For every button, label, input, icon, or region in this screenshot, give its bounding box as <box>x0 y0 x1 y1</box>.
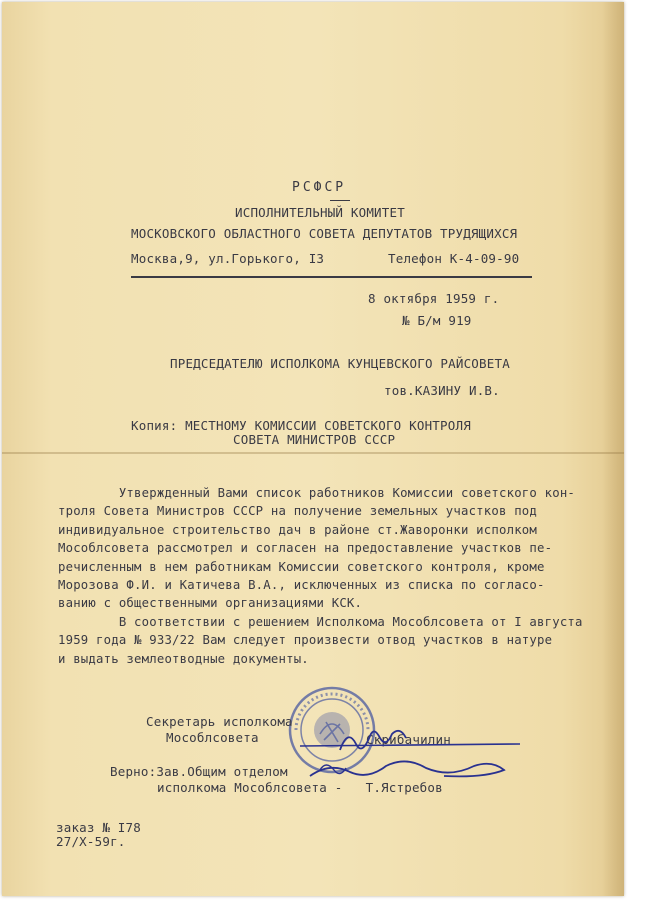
verification-line-2: исполкома Мособлсовета - Т.Ястребов <box>157 780 443 795</box>
header-underline <box>330 200 350 201</box>
header-rule <box>131 276 532 278</box>
order-date: 27/Х-59г. <box>56 834 126 849</box>
fold-crease <box>2 452 624 454</box>
signature-title-2: Мособлсовета <box>166 730 259 745</box>
document-number: № Б/м 919 <box>402 313 472 328</box>
header-committee: ИСПОЛНИТЕЛЬНЫЙ КОМИТЕТ <box>235 205 405 220</box>
addressee-title: ПРЕДСЕДАТЕЛЮ ИСПОЛКОМА КУНЦЕВСКОГО РАЙСОВЕТА <box>170 356 510 371</box>
header-republic: РСФСР <box>292 180 347 195</box>
copy-line-1: Копия: МЕСТНОМУ КОМИССИИ СОВЕТСКОГО КОНТРОЛЯ <box>131 418 471 433</box>
signature-name: Скрибачилин <box>366 732 451 747</box>
verification-line-1: Верно:Зав.Общим отделом <box>110 764 288 779</box>
header-council: МОСКОВСКОГО ОБЛАСТНОГО СОВЕТА ДЕПУТАТОВ ТРУДЯЩИХСЯ <box>131 226 518 241</box>
header-phone: Телефон К-4-09-90 <box>388 251 520 266</box>
letter-body: Утвержденный Вами список работников Комиссии советского кон- троля Совета Министров СССР на получение земельных участков под индивидуальное строительство дач в районе ст.Жаворонки исполком Мособлсовета рассмотрел и согласен на предоставление участков пе- речисленным в нем работникам Комиссии советского контроля, кроме Морозова Ф.И. и Катичева В.А., исключенных из списка по согласо- ванию с общественными организациями КСК. В соответствии с решением Исполкома Мособлсовета от I августа 1959 года № 933/22 Вам следует произвести отвод участков в натуре и выдать землеотводные документы. <box>58 486 583 666</box>
copy-line-2: СОВЕТА МИНИСТРОВ СССР <box>233 432 396 447</box>
addressee-name: тов.КАЗИНУ И.В. <box>384 383 500 398</box>
header-address: Москва,9, ул.Горького, I3 <box>131 251 325 266</box>
signature-title-1: Секретарь исполкома <box>146 714 293 729</box>
order-number: заказ № I78 <box>56 820 141 835</box>
document-date: 8 октября 1959 г. <box>368 291 500 306</box>
